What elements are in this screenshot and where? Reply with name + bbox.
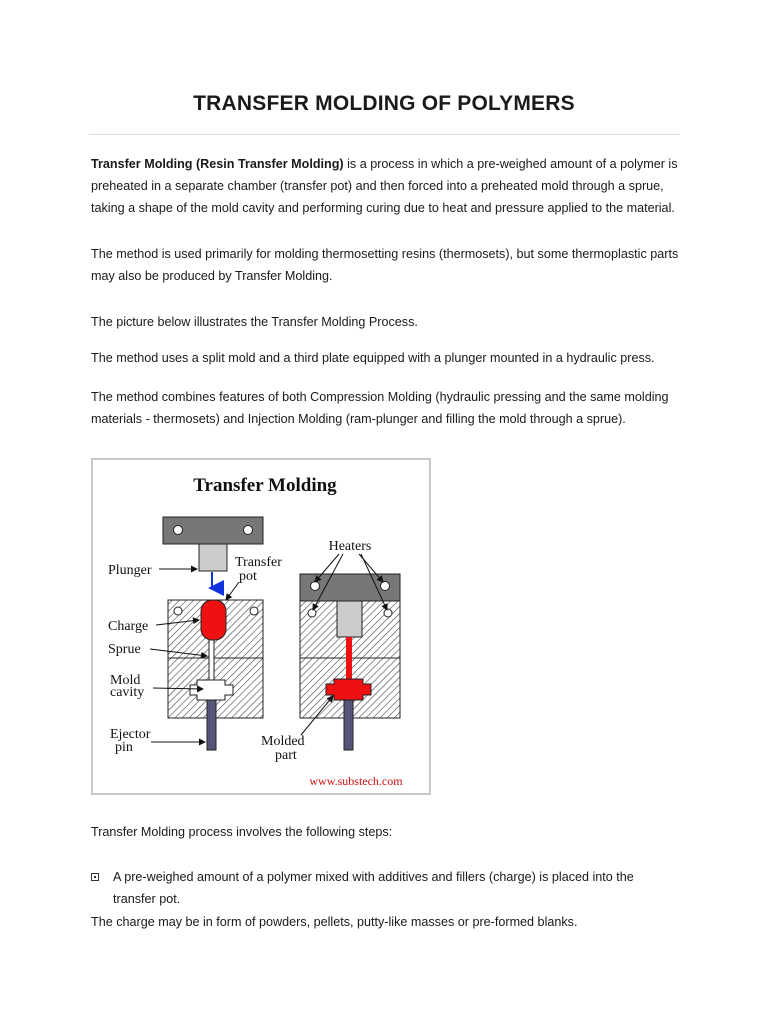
charge-label: Charge — [108, 619, 149, 634]
left-ejector-pin — [207, 700, 216, 750]
right-ejector-pin — [344, 700, 353, 750]
checkbox-bullet-icon — [91, 873, 99, 881]
pin-label: pin — [115, 740, 133, 755]
charge-form-paragraph: The charge may be in form of powders, pellets, putty-like masses or pre-formed blanks. — [91, 915, 578, 929]
figure-credit: www.substech.com — [309, 774, 403, 788]
plunger-ram — [199, 544, 227, 571]
transfer-label: Transfer — [235, 555, 282, 570]
page-title: TRANSFER MOLDING OF POLYMERS — [193, 92, 575, 115]
combines-paragraph: The method combines features of both Compression Molding (hydraulic pressing and the same molding materials - thermosets) and Injection Molding (ram-plunger and filling the mold through a sprue). — [91, 390, 669, 426]
figure-title: Transfer Molding — [193, 475, 337, 496]
transfer-pot-pointer — [226, 582, 239, 600]
left-heater-hole — [250, 607, 258, 615]
pot-label: pot — [239, 569, 257, 584]
left-plate-hole — [244, 526, 253, 535]
ejector-label: Ejector — [110, 727, 151, 742]
left-plate-hole — [174, 526, 183, 535]
step-text: A pre-weighed amount of a polymer mixed with additives and fillers (charge) is placed into the transfer pot. — [113, 870, 634, 906]
sprue-label: Sprue — [108, 642, 141, 657]
right-plate-hole — [381, 582, 390, 591]
intro-definition: is a process in which a pre-weighed amount of a polymer is preheated in a separate chamber (transfer pot) and then forced into a preheated mold through a sprue, taking a shape of the mold cavity and performing curing due to heat and pressure applied to the material. — [91, 157, 678, 215]
steps-intro-paragraph: Transfer Molding process involves the following steps: — [91, 825, 393, 839]
plunger-label: Plunger — [108, 563, 152, 578]
mold-label: Mold — [110, 673, 141, 688]
molded-label: Molded — [261, 734, 305, 749]
cavity-label: cavity — [110, 685, 145, 700]
right-plate-hole — [311, 582, 320, 591]
right-heater-hole — [308, 609, 316, 617]
transfer-molding-diagram — [93, 460, 429, 793]
charge — [201, 600, 226, 640]
usage-paragraph: The method is used primarily for molding thermosetting resins (thermosets), but some thermoplastic parts may also be produced by Transfer Molding. — [91, 247, 679, 283]
split-mold-paragraph: The method uses a split mold and a third plate equipped with a plunger mounted in a hydraulic press. — [91, 351, 655, 365]
intro-term: Transfer Molding (Resin Transfer Molding) — [91, 157, 344, 171]
picture-intro-paragraph: The picture below illustrates the Transfer Molding Process. — [91, 315, 418, 329]
sprue-channel — [209, 640, 214, 680]
right-heater-hole — [384, 609, 392, 617]
title-divider — [89, 134, 680, 135]
part-label: part — [275, 748, 297, 763]
sprue-filled — [346, 637, 352, 679]
left-heater-hole — [174, 607, 182, 615]
transfer-molding-figure — [91, 458, 431, 795]
plunger-pressed — [337, 601, 362, 637]
intro-paragraph — [91, 153, 691, 219]
heaters-label: Heaters — [328, 539, 372, 554]
